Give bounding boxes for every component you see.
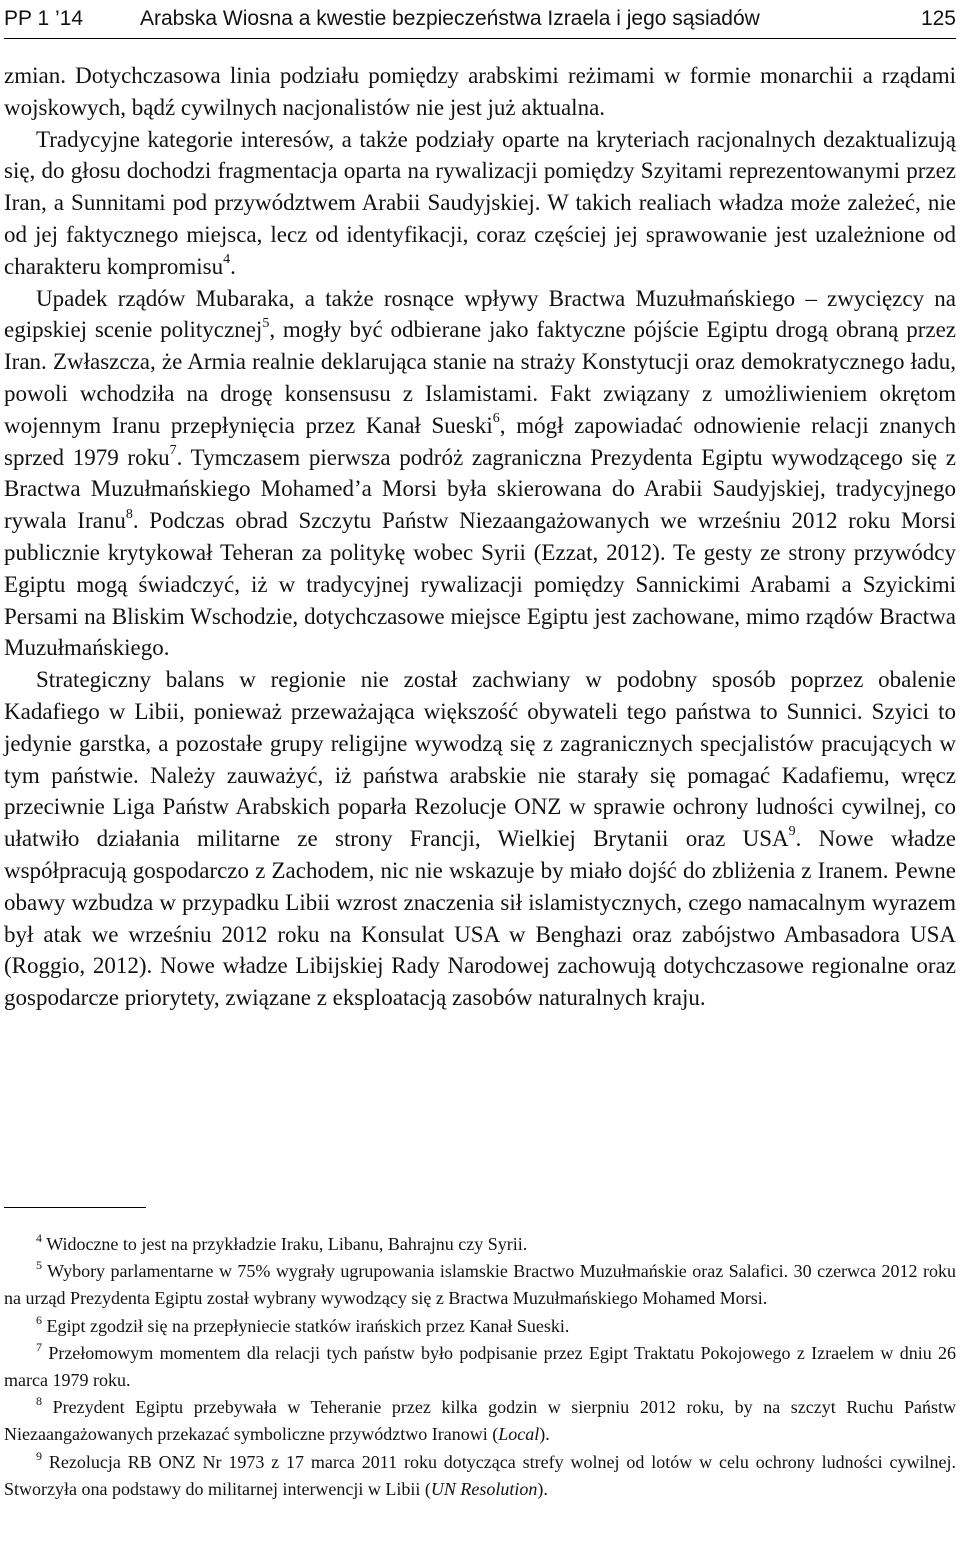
footnote-ref-9[interactable]: 9 bbox=[788, 824, 796, 840]
footnote-source: Local bbox=[498, 1424, 540, 1445]
footnote-5 bbox=[4, 1258, 956, 1312]
running-title: Arabska Wiosna a kwestie bezpieczeństwa Izraela i jego sąsiadów bbox=[140, 7, 760, 30]
footnote-text: Egipt zgodził się na przepłyniecie statków irańskich przez Kanał Sueski. bbox=[46, 1315, 570, 1336]
footnote-source: UN Resolution bbox=[430, 1478, 538, 1499]
paragraph-text: Strategiczny balans w regionie nie został zachwiany w podobny sposób poprzez obalenie Kadafiego w Libii, ponieważ przeważająca większość obywateli tego państwa to Sunnici. Szyici to jedynie garstka, a pozostałe grupy religijne wywodzą się z zagranicznych specjalistów pracujących w tym państwie. Należy zauważyć, iż państwa arabskie nie starały się pomagać Kadafiemu, wręcz przeciwnie Liga Państw Arabskich poparła Rezolucje ONZ w sprawie ochrony ludności cywilnej, co ułatwiło działania militarne ze strony Francji, Wielkiej Brytanii oraz USA bbox=[4, 667, 956, 852]
paragraph-text: . bbox=[230, 253, 236, 279]
footnote-ref-6[interactable]: 6 bbox=[492, 411, 500, 427]
footnote-text: ). bbox=[537, 1478, 548, 1499]
footnote-text: Widoczne to jest na przykładzie Iraku, Libanu, Bahrajnu czy Syrii. bbox=[46, 1234, 528, 1254]
footnote-text: Przełomowym momentem dla relacji tych państw było podpisanie przez Egipt Traktatu Pokojowego z Izraelem w dniu 26 marca 1979 roku. bbox=[4, 1342, 956, 1391]
footnote-number: 8 bbox=[36, 1394, 42, 1409]
footnote-ref-7[interactable]: 7 bbox=[169, 442, 177, 458]
footnote-number: 7 bbox=[36, 1339, 42, 1354]
paragraph-text: Tradycyjne kategorie interesów, a także podziały oparte na kryteriach racjonalnych dezaktualizują się, do głosu dochodzi fragmentacja oparta na rywalizacji pomiędzy Szyitami reprezentowanymi przez Iran, a Sunnitami pod przywództwem Arabii Saudyjskiej. W takich realiach władza może zależeć, nie od jej faktycznego miejsca, lecz od identyfikacji, coraz częściej jej sprawowanie jest uzależnione od charakteru kompromisu bbox=[4, 126, 956, 279]
journal-issue: PP 1 ’14 bbox=[4, 7, 84, 30]
footnotes bbox=[4, 1231, 956, 1503]
paragraph-text: . Podczas obrad Szczytu Państw Niezaangażowanych we wrześniu 2012 roku Morsi publicznie krytykował Teheran za politykę wobec Syrii (Ezzat, 2012). Te gesty ze strony przywódcy Egiptu mogą świadczyć, iż w tradycyjnej rywalizacji pomiędzy Sannickimi Arabami a Szyickimi Persami na Bliskim Wschodzie, dotychczasowe miejsce Egiptu jest zachowane, mimo rządów Bractwa Muzułmańskiego. bbox=[4, 508, 956, 661]
footnote-9 bbox=[4, 1449, 956, 1503]
paragraph-3 bbox=[4, 283, 956, 665]
footnote-separator bbox=[4, 1207, 146, 1208]
paragraph-text: Upadek rządów Mubaraka, a także rosnące wpływy Bractwa Muzułmańskiego – zwycięzcy na egipskiej scenie politycznej bbox=[4, 285, 956, 343]
footnote-7 bbox=[4, 1340, 956, 1394]
paragraph-1 bbox=[4, 60, 956, 124]
running-header bbox=[4, 4, 956, 39]
footnote-text: ). bbox=[539, 1424, 550, 1445]
paragraph-text: , mogły być odbierane jako faktyczne pójście Egiptu drogą obraną przez Iran. Zwłaszcza, że Armia realnie deklarująca stanie na straży Konstytucji oraz demokratycznego ładu, powoli wchodziła na drogę konsensusu z Islamistami. Fakt związany z umożliwieniem okrętom wojennym Iranu przepłynięcia przez Kanał Sueski bbox=[4, 317, 956, 438]
paragraph-4 bbox=[4, 664, 956, 1014]
footnote-number: 9 bbox=[36, 1448, 42, 1463]
footnote-8 bbox=[4, 1394, 956, 1448]
footnote-text: Rezolucja RB ONZ Nr 1973 z 17 marca 2011 roku dotycząca strefy wolnej od lotów w celu ochrony ludności cywilnej. Stworzyła ona podstawy do militarnej interwencji w Libii ( bbox=[4, 1451, 956, 1499]
footnote-text: Prezydent Egiptu przebywała w Teheranie przez kilka godzin w sierpniu 2012 roku, by na szczyt Ruchu Państw Niezaangażowanych przekazać symboliczne przywództwo Iranowi ( bbox=[4, 1397, 956, 1445]
paragraph-text: . Nowe władze współpracują gospodarczo z Zachodem, nic nie wskazuje by miało dojść do zbliżenia z Iranem. Pewne obawy wzbudza w przypadku Libii wzrost znaczenia sił islamistycznych, czego namacalnym wyrazem był atak we wrześniu 2012 roku na Konsulat USA w Benghazi oraz zabójstwo Ambasadora USA (Roggio, 2012). Nowe władze Libijskiej Rady Narodowej zachowują dotychczasowe regionalne oraz gospodarcze priorytety, związane z eksploatacją zasobów naturalnych kraju. bbox=[4, 826, 956, 1011]
footnote-6 bbox=[4, 1313, 956, 1340]
paragraph-text: . Tymczasem pierwsza podróż zagraniczna Prezydenta Egiptu wywodzącego się z Bractwa Muzułmańskiego Mohamed’a Morsi była skierowana do Arabii Saudyjskiej, tradycyjnego rywala Iranu bbox=[4, 444, 957, 534]
paragraph-text: , mógł zapowiadać odnowienie relacji znanych sprzed 1979 roku bbox=[4, 412, 956, 470]
footnote-ref-5[interactable]: 5 bbox=[262, 315, 270, 331]
footnote-ref-8[interactable]: 8 bbox=[125, 506, 133, 522]
paragraph-2 bbox=[4, 124, 956, 283]
page-number: 125 bbox=[920, 7, 956, 30]
footnote-number: 5 bbox=[36, 1258, 42, 1273]
footnote-4 bbox=[4, 1231, 956, 1258]
footnote-text: Wybory parlamentarne w 75% wygrały ugrupowania islamskie Bractwo Muzułmańskie oraz Salafici. 30 czerwca 2012 roku na urząd Prezydenta Egiptu został wybrany wywodzący się z Bractwa Muzułmańskiego Mohamed Morsi. bbox=[4, 1261, 956, 1309]
paragraph-text: zmian. Dotychczasowa linia podziału pomiędzy arabskimi reżimami w formie monarchii a rządami wojskowych, bądź cywilnych nacjonalistów nie jest już aktualna. bbox=[4, 63, 956, 120]
main-text bbox=[4, 60, 956, 1014]
footnote-number: 4 bbox=[36, 1231, 42, 1245]
footnote-ref-4[interactable]: 4 bbox=[223, 252, 231, 268]
footnote-number: 6 bbox=[36, 1312, 42, 1327]
